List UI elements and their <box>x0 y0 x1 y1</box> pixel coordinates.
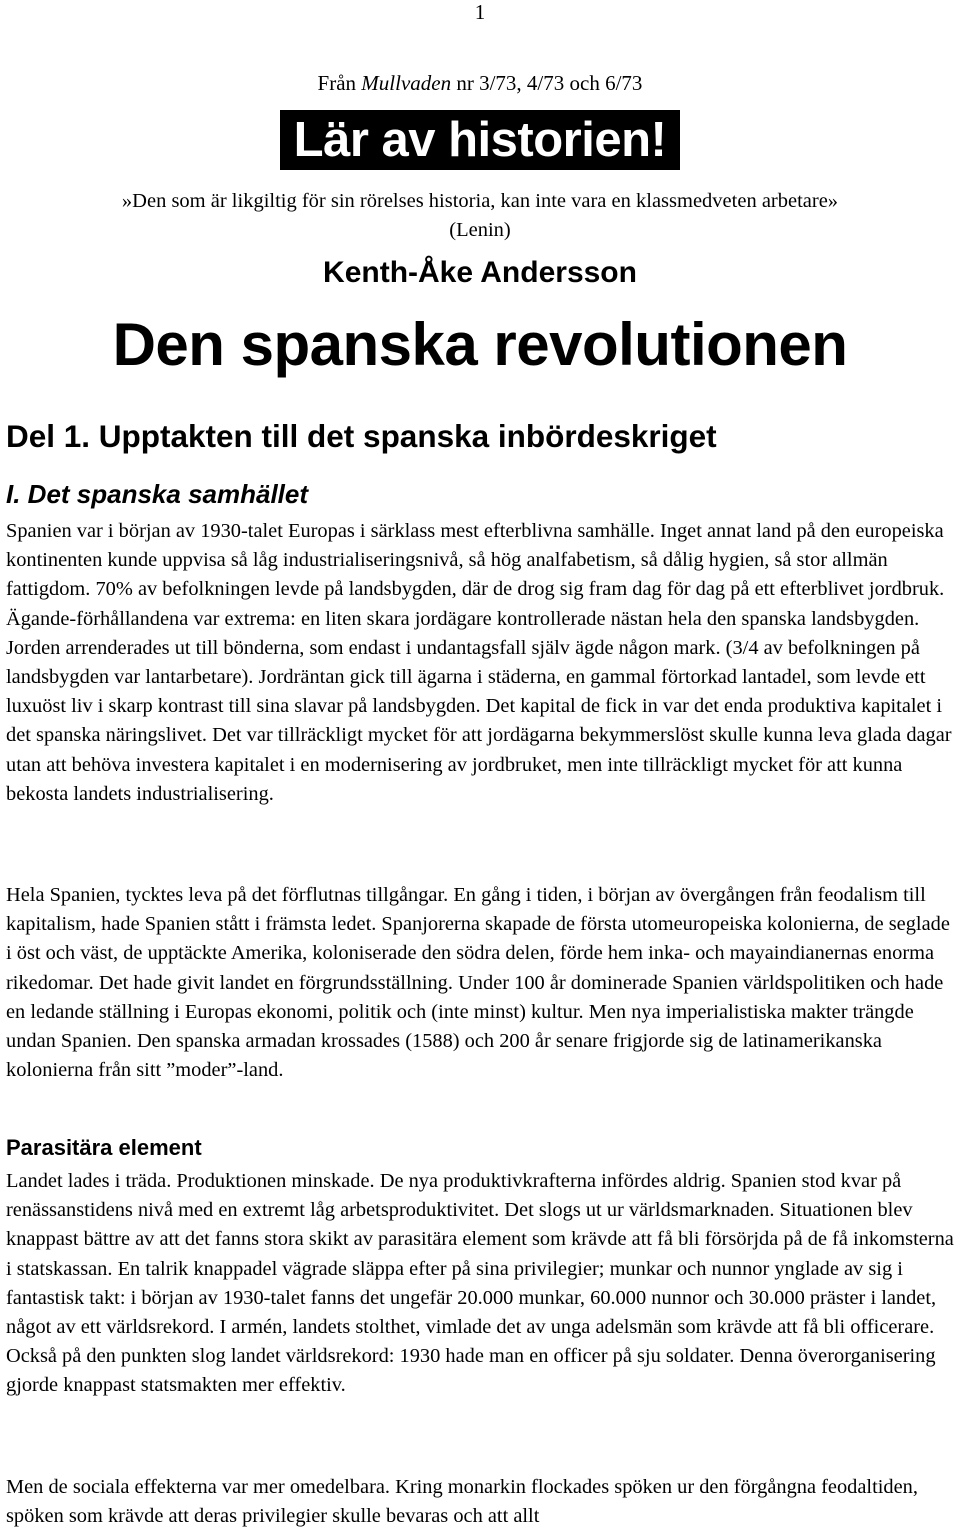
source-line <box>0 70 960 96</box>
section-heading: I. Det spanska samhället <box>6 479 309 509</box>
epigraph-quote <box>0 187 960 245</box>
banner-container <box>0 110 960 170</box>
banner-title: Lär av historien! <box>280 110 681 170</box>
page-number: 1 <box>474 0 486 24</box>
quote-text: »Den som är likgiltig för sin rörelses historia, kan inte vara en klassmedveten arbetare» <box>121 190 839 212</box>
source-issues: nr 3/73, 4/73 och 6/73 <box>451 71 643 95</box>
author-name: Kenth-Åke Andersson <box>323 256 637 289</box>
publication-name: Mullvaden <box>361 71 452 95</box>
paragraph-4: Men de sociala effekterna var mer omedelbara. Kring monarkin flockades spöken ur den förgångna feodaltiden, spöken som krävde att deras privilegier skulle bevaras och att allt <box>6 1476 918 1528</box>
paragraph-3: Landet lades i träda. Produktionen minskade. De nya produktivkrafterna infördes aldrig. Spanien stod kvar på renässanstidens nivå med en extremt låg arbetsproduktivitet. Det slogs ut ur världsmarknaden. Situationen blev knappast bättre av att det fanns stora skikt av parasitära element som krävde att få bli försörjda på de få inkomsterna i statskassan. En talrik knappadel vägrade släppa efter på sina privilegier; munkar och nunnor ynglade av sig i fantastisk takt: i början av 1930-talet fanns det ungefär 20.000 munkar, 60.000 nunnor och 30.000 präster i landet, något av ett världsrekord. I armén, landets stolthet, vimlade det av unga adelsmän som krävde att få bli officerare. Också på den punkten slog landet världsrekord: 1930 hade man en officer på sju soldater. Denna överorganisering gjorde knappast statsmakten mer effektiv. <box>6 1170 954 1397</box>
main-title: Den spanska revolutionen <box>112 311 848 378</box>
part-heading: Del 1. Upptakten till det spanska inbördeskriget <box>6 418 717 454</box>
paragraph-2: Hela Spanien, tycktes leva på det förflutnas tillgångar. En gång i tiden, i början av övergången från feodalism till kapitalism, hade Spanien stått i främsta ledet. Spanjorerna skapade de första utomeuropeiska kolonierna, de seglade i öst och väst, de upptäckte Amerika, koloniserade den södra delen, förde hem inka- och mayaindianernas enorma rikedomar. Det hade givit landet en förgrundsställning. Under 100 år dominerade Spanien världspolitiken och hade en ledande ställning i Europas ekonomi, politik och (inte minst) kultur. Men nya imperialistiska makter trängde undan Spanien. Den spanska armadan krossades (1588) och 200 år senare frigjorde sig de latinamerikanska kolonierna från sitt ”moder”-land. <box>6 884 950 1082</box>
paragraph-1: Spanien var i början av 1930-talet Europas i särklass mest efterblivna samhälle. Inget annat land på den europeiska kontinenten kunde uppvisa så låg industrialiseringsnivå, så hög analfabetism, så dålig hygien, så stor allmän fattigdom. 70% av befolkningen levde på landsbygden, där de drog sig fram dag för dag på ett efterblivet jordbruk. Ägande-förhållandena var extrema: en liten skara jordägare kontrollerade nästan hela den spanska landsbygden. Jorden arrenderades ut till bönderna, som endast i undantagsfall själv ägde någon mark. (3/4 av befolkningen på landsbygden var lantarbetare). Jordräntan gick till ägarna i städerna, en gammal förtorkad lantadel, som levde ett luxuöst liv i skarp kontrast till sina slavar på landsbygden. Det kapital de fick in var det enda produktiva kapitalet i det spanska näringslivet. Det var tillräckligt mycket för att jordägarna bekymmerslöst skulle kunna leva glada dagar utan att behöva investera kapitalet i en modernisering av jordbruket, men inte tillräckligt mycket för att kunna bekosta landets industrialisering. <box>6 520 952 805</box>
subheading-parasitic-elements: Parasitära element <box>6 1135 202 1160</box>
source-prefix: Från <box>317 71 362 95</box>
quote-attribution: (Lenin) <box>449 219 511 241</box>
